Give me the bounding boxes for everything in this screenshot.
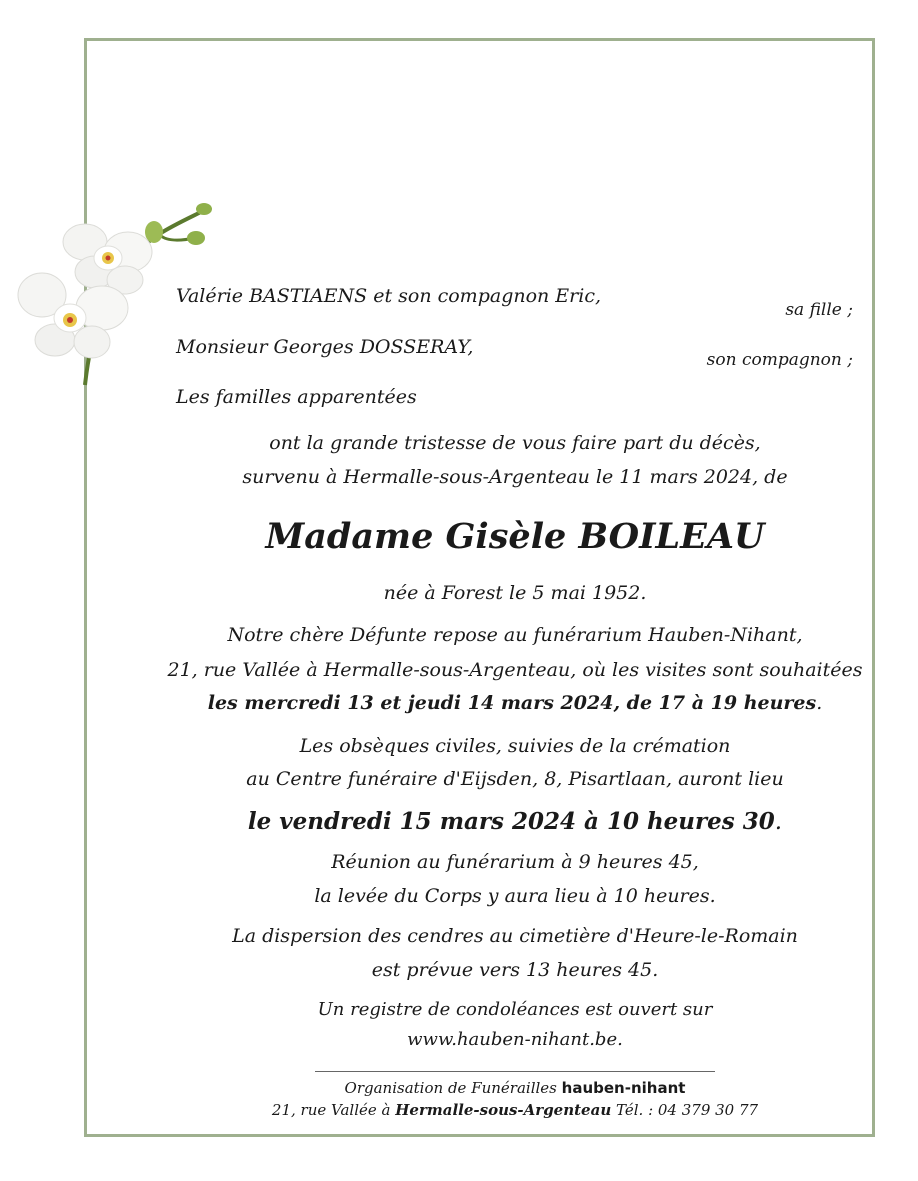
meeting-line-2: la levée du Corps y aura lieu à 10 heures.	[314, 885, 716, 907]
family-relation-companion: son compagnon ;	[706, 350, 853, 370]
footer-address	[120, 1101, 910, 1119]
ashes-line-1: La dispersion des cendres au cimetière d'Heure-le-Romain	[232, 925, 798, 947]
brand-logo: hauben-nihant	[561, 1079, 686, 1097]
deceased-name: Madame Gisèle BOILEAU	[265, 516, 765, 557]
condolences-line: Un registre de condoléances est ouvert sur	[317, 999, 713, 1020]
viewing-dates-end: .	[816, 692, 823, 714]
birth-info: née à Forest le 5 mai 1952.	[383, 582, 647, 604]
footer-organisation	[120, 1079, 910, 1097]
viewing-line-2: 21, rue Vallée à Hermalle-sous-Argenteau, où les visites sont souhaitées	[167, 659, 863, 681]
funeral-date-end: .	[774, 809, 783, 835]
announcement-line-2: survenu à Hermalle-sous-Argenteau le 11 mars 2024, de	[242, 466, 788, 488]
condolences-url[interactable]: www.hauben-nihant.be.	[407, 1029, 623, 1050]
family-line-companion: Monsieur Georges DOSSERAY,	[176, 336, 474, 358]
family-line-daughter: Valérie BASTIAENS et son compagnon Eric,	[176, 285, 602, 307]
footer-address-city: Hermalle-sous-Argenteau	[395, 1101, 612, 1119]
viewing-dates-text: les mercredi 13 et jeudi 14 mars 2024, de 17 à 19 heures	[207, 692, 817, 714]
funeral-line-1: Les obsèques civiles, suivies de la crémation	[299, 735, 731, 757]
footer-org-prefix: Organisation de Funérailles	[344, 1079, 557, 1097]
family-relation-daughter: sa fille ;	[785, 300, 853, 320]
funeral-date-text: le vendredi 15 mars 2024 à 10 heures 30	[247, 808, 775, 835]
family-line-relatives: Les familles apparentées	[176, 386, 417, 408]
footer-phone: Tél. : 04 379 30 77	[616, 1101, 759, 1119]
meeting-line-1: Réunion au funérarium à 9 heures 45,	[331, 851, 699, 873]
ashes-line-2: est prévue vers 13 heures 45.	[371, 959, 659, 981]
viewing-dates	[120, 692, 910, 714]
footer-address-prefix: 21, rue Vallée à	[271, 1101, 391, 1119]
viewing-line-1: Notre chère Défunte repose au funérarium Hauben-Nihant,	[227, 624, 803, 646]
announcement-line-1: ont la grande tristesse de vous faire part du décès,	[269, 432, 761, 454]
funeral-date	[120, 808, 910, 835]
funeral-line-2: au Centre funéraire d'Eijsden, 8, Pisartlaan, auront lieu	[246, 768, 784, 790]
footer-separator	[315, 1071, 715, 1072]
